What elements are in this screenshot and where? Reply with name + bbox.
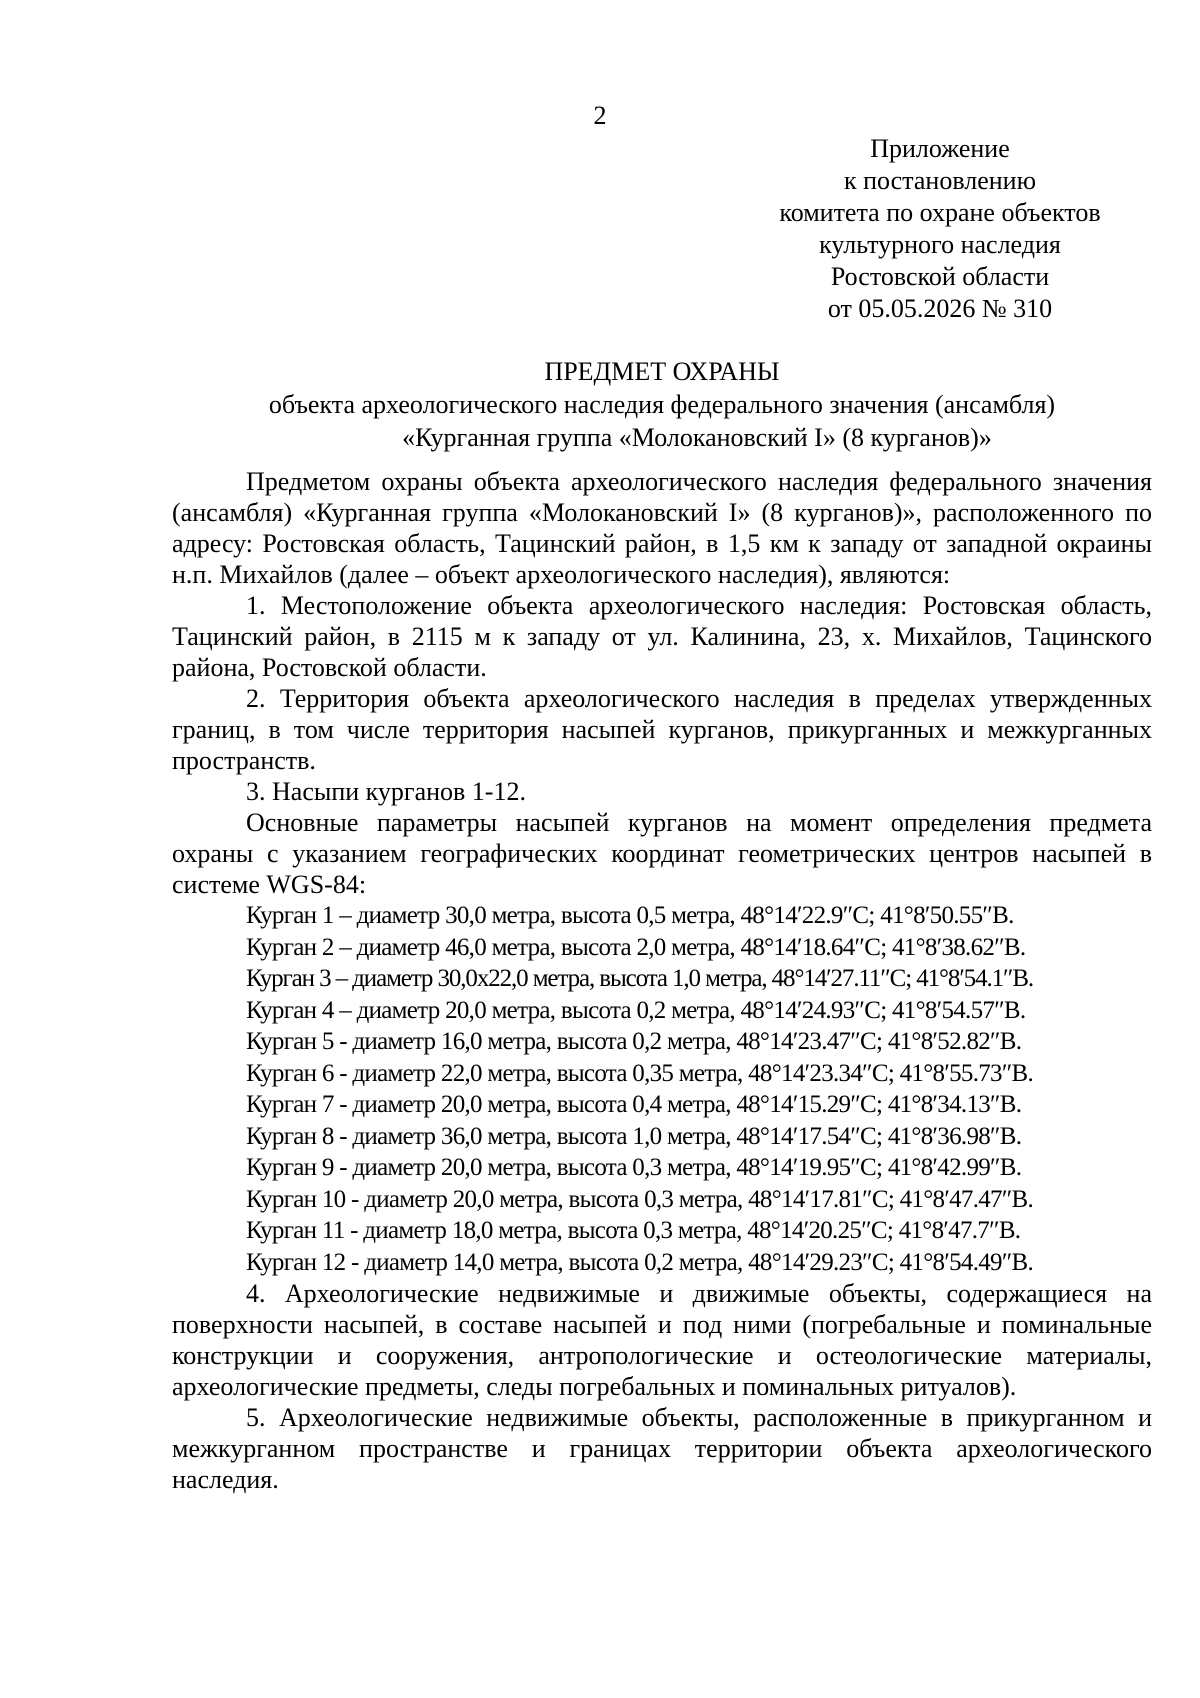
kurgan-item: Курган 6 - диаметр 22,0 метра, высота 0,35 метра, 48°14′23.34″С; 41°8′55.73″В. (246, 1059, 1034, 1087)
kurgan-item: Курган 11 - диаметр 18,0 метра, высота 0,3 метра, 48°14′20.25″С; 41°8′47.7″В. (246, 1217, 1021, 1244)
kurgan-item: Курган 5 - диаметр 16,0 метра, высота 0,2 метра, 48°14′23.47″С; 41°8′52.82″В. (246, 1028, 1022, 1055)
title-object-name: «Курганная группа «Молокановский I» (8 курганов)» (402, 423, 992, 452)
item-4-objects: 4. Археологические недвижимые и движимые объекты, содержащиеся на поверхности насыпей, в составе насыпей и под ними (погребальные и поминальные конструкции и сооружения, антропологические и остеологические материалы, археологические предметы, следы погребальных и поминальных ритуалов). (172, 1279, 1152, 1401)
kurgan-item: Курган 4 – диаметр 20,0 метра, высота 0,2 метра, 48°14′24.93″С; 41°8′54.57″В. (246, 996, 1026, 1024)
item-1-location: 1. Местоположение объекта археологического наследия: Ростовская область, Тацинский район, в 2115 м к западу от ул. Калинина, 23, х. Михайлов, Тацинского района, Ростовской области. (172, 591, 1152, 682)
appendix-line: Ростовской области (830, 262, 1050, 291)
title-heading: ПРЕДМЕТ ОХРАНЫ (544, 357, 780, 386)
kurgan-item: Курган 1 – диаметр 30,0 метра, высота 0,5 метра, 48°14′22.9″С; 41°8′50.55″В. (246, 902, 1014, 929)
appendix-block (770, 133, 1110, 325)
appendix-date-number: от 05.05.2026 № 310 (827, 294, 1053, 323)
appendix-line: культурного наследия (819, 230, 1061, 259)
parameters-intro: Основные параметры насыпей курганов на момент определения предмета охраны с указанием географических координат геометрических центров насыпей в системе WGS-84: (172, 808, 1152, 899)
kurgan-list (172, 900, 1152, 1278)
document-title (172, 355, 1152, 454)
document-body (172, 466, 1152, 1495)
kurgan-item: Курган 9 - диаметр 20,0 метра, высота 0,3 метра, 48°14′19.95″С; 41°8′42.99″В. (246, 1154, 1022, 1181)
kurgan-item: Курган 7 - диаметр 20,0 метра, высота 0,4 метра, 48°14′15.29″С; 41°8′34.13″В. (246, 1091, 1022, 1118)
kurgan-item: Курган 2 – диаметр 46,0 метра, высота 2,0 метра, 48°14′18.64″С; 41°8′38.62″В. (246, 933, 1026, 961)
appendix-line: Приложение (870, 134, 1010, 163)
kurgan-item: Курган 10 - диаметр 20,0 метра, высота 0,3 метра, 48°14′17.81″С; 41°8′47.47″В. (246, 1185, 1034, 1213)
item-3-mounds: 3. Насыпи курганов 1-12. (246, 777, 526, 806)
item-2-territory: 2. Территория объекта археологического наследия в пределах утвержденных границ, в том числе территория насыпей курганов, прикурганных и межкурганных пространств. (172, 684, 1152, 775)
title-subtitle: объекта археологического наследия федерального значения (ансамбля) (268, 390, 1056, 419)
item-5-objects: 5. Археологические недвижимые объекты, расположенные в прикурганном и межкурганном пространстве и границах территории объекта археологического наследия. (172, 1403, 1152, 1494)
page-number: 2 (593, 101, 607, 130)
intro-paragraph: Предметом охраны объекта археологического наследия федерального значения (ансамбля) «Курганная группа «Молокановский I» (8 курганов)», расположенного по адресу: Ростовская область, Тацинский район, в 1,5 км к западу от западной окраины н.п. Михайлов (далее – объект археологического наследия), являются: (172, 467, 1152, 589)
kurgan-item: Курган 8 - диаметр 36,0 метра, высота 1,0 метра, 48°14′17.54″С; 41°8′36.98″В. (246, 1122, 1022, 1150)
appendix-line: комитета по охране объектов (779, 198, 1101, 227)
kurgan-item: Курган 3 – диаметр 30,0х22,0 метра, высота 1,0 метра, 48°14′27.11″С; 41°8′54.1″В. (246, 965, 1034, 992)
appendix-line: к постановлению (843, 166, 1037, 195)
kurgan-item: Курган 12 - диаметр 14,0 метра, высота 0,2 метра, 48°14′29.23″С; 41°8′54.49″В. (246, 1248, 1034, 1276)
